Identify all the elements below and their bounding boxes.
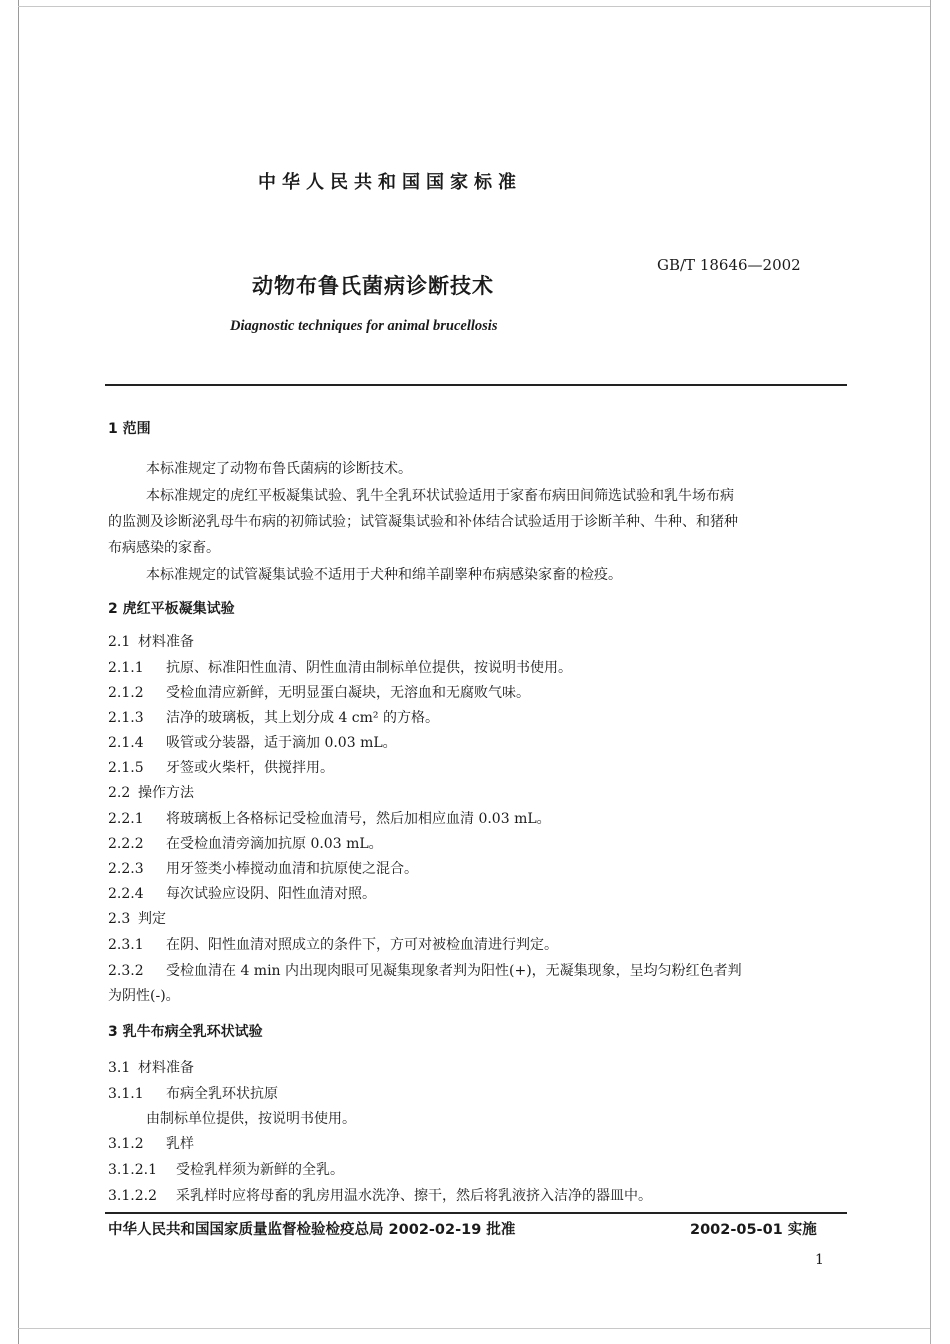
section-1-paragraph: 本标准规定的试管凝集试验不适用于犬种和绵羊副睾种布病感染家畜的检疫。 bbox=[146, 567, 622, 583]
section-1-heading: 1 范围 bbox=[108, 421, 151, 437]
clause-2-2-3 bbox=[108, 858, 418, 878]
clause-number: 3.1.2 bbox=[108, 1136, 144, 1152]
header-divider bbox=[105, 384, 847, 386]
scan-border-bottom bbox=[18, 1328, 930, 1329]
scan-border-top bbox=[18, 6, 930, 7]
clause-2-3-1 bbox=[108, 934, 558, 954]
section-1-paragraph: 布病感染的家畜。 bbox=[108, 540, 220, 556]
clause-number: 2.2.4 bbox=[108, 886, 144, 902]
section-1-paragraph: 本标准规定的虎红平板凝集试验、乳牛全乳环状试验适用于家畜布病田间筛选试验和乳牛场布病 bbox=[146, 488, 734, 504]
clause-text: 将玻璃板上各格标记受检血清号，然后加相应血清 0.03 mL。 bbox=[166, 811, 551, 827]
clause-text: 布病全乳环状抗原 bbox=[166, 1086, 278, 1102]
clause-text: 在阴、阳性血清对照成立的条件下，方可对被检血清进行判定。 bbox=[166, 937, 558, 953]
clause-number: 2.3 bbox=[108, 911, 131, 927]
clause-2-1-5 bbox=[108, 757, 334, 777]
clause-2-1-4 bbox=[108, 732, 397, 752]
clause-2-3 bbox=[108, 908, 166, 928]
clause-number: 2.2.2 bbox=[108, 836, 144, 852]
clause-number: 3.1 bbox=[108, 1060, 131, 1076]
document-title-zh: 动物布鲁氏菌病诊断技术 bbox=[252, 274, 494, 298]
clause-3-1-1-continuation: 由制标单位提供，按说明书使用。 bbox=[146, 1111, 356, 1127]
clause-text: 吸管或分装器，适于滴加 0.03 mL。 bbox=[166, 735, 397, 751]
clause-text: 抗原、标准阳性血清、阴性血清由制标单位提供，按说明书使用。 bbox=[166, 660, 572, 676]
clause-number: 2.2.3 bbox=[108, 861, 144, 877]
page-number: 1 bbox=[815, 1252, 824, 1268]
clause-2-1-3 bbox=[108, 707, 439, 727]
clause-number: 2.1.1 bbox=[108, 660, 144, 676]
clause-number: 3.1.2.1 bbox=[108, 1162, 157, 1178]
document-title-en: Diagnostic techniques for animal brucellosis bbox=[230, 318, 498, 334]
clause-number: 2.2 bbox=[108, 785, 131, 801]
clause-number: 2.1.2 bbox=[108, 685, 144, 701]
clause-2-2-4 bbox=[108, 883, 376, 903]
clause-text: 每次试验应设阴、阳性血清对照。 bbox=[166, 886, 376, 902]
standard-number: GB/T 18646—2002 bbox=[657, 256, 801, 274]
section-3-heading: 3 乳牛布病全乳环状试验 bbox=[108, 1024, 263, 1040]
clause-number: 2.1 bbox=[108, 634, 131, 650]
clause-text: 牙签或火柴杆，供搅拌用。 bbox=[166, 760, 334, 776]
scan-border-left bbox=[18, 0, 19, 1344]
clause-number: 3.1.1 bbox=[108, 1086, 144, 1102]
clause-2-2 bbox=[108, 782, 194, 802]
approval-statement: 中华人民共和国国家质量监督检验检疫总局 2002-02-19 批准 bbox=[108, 1222, 516, 1238]
clause-2-2-1 bbox=[108, 808, 551, 828]
section-1-paragraph: 的监测及诊断泌乳母牛布病的初筛试验；试管凝集试验和补体结合试验适用于诊断羊种、牛种、和猪种 bbox=[108, 514, 738, 530]
clause-text: 材料准备 bbox=[138, 1060, 194, 1076]
clause-number: 3.1.2.2 bbox=[108, 1188, 157, 1204]
clause-text: 操作方法 bbox=[138, 785, 194, 801]
clause-3-1-1 bbox=[108, 1083, 278, 1103]
clause-text: 受检血清应新鲜，无明显蛋白凝块，无溶血和无腐败气味。 bbox=[166, 685, 530, 701]
national-standard-heading: 中华人民共和国国家标准 bbox=[258, 172, 522, 193]
clause-3-1-2 bbox=[108, 1133, 194, 1153]
clause-2-1-2 bbox=[108, 682, 530, 702]
clause-text: 乳样 bbox=[166, 1136, 194, 1152]
implementation-date: 2002-05-01 实施 bbox=[690, 1222, 817, 1238]
footer-divider bbox=[105, 1212, 847, 1214]
section-1-paragraph: 本标准规定了动物布鲁氏菌病的诊断技术。 bbox=[146, 461, 412, 477]
clause-text: 受检血清在 4 min 内出现肉眼可见凝集现象者判为阳性(+)，无凝集现象，呈均匀粉红色者判 bbox=[166, 963, 742, 979]
clause-2-1 bbox=[108, 631, 194, 651]
clause-number: 2.1.3 bbox=[108, 710, 144, 726]
clause-text: 判定 bbox=[138, 911, 166, 927]
clause-number: 2.3.1 bbox=[108, 937, 144, 953]
clause-number: 2.3.2 bbox=[108, 963, 144, 979]
clause-2-3-2-continuation: 为阴性(-)。 bbox=[108, 988, 180, 1004]
clause-text: 材料准备 bbox=[138, 634, 194, 650]
clause-3-1-2-2 bbox=[108, 1185, 652, 1205]
scan-border-right bbox=[930, 0, 931, 1344]
clause-2-1-1 bbox=[108, 657, 572, 677]
clause-3-1 bbox=[108, 1057, 194, 1077]
clause-text: 采乳样时应将母畜的乳房用温水洗净、擦干，然后将乳液挤入洁净的器皿中。 bbox=[176, 1188, 652, 1204]
clause-number: 2.1.4 bbox=[108, 735, 144, 751]
clause-2-2-2 bbox=[108, 833, 383, 853]
clause-number: 2.1.5 bbox=[108, 760, 144, 776]
clause-text: 用牙签类小棒搅动血清和抗原使之混合。 bbox=[166, 861, 418, 877]
clause-3-1-2-1 bbox=[108, 1159, 344, 1179]
clause-text: 洁净的玻璃板，其上划分成 4 cm² 的方格。 bbox=[166, 710, 439, 726]
clause-number: 2.2.1 bbox=[108, 811, 144, 827]
clause-text: 在受检血清旁滴加抗原 0.03 mL。 bbox=[166, 836, 383, 852]
clause-text: 受检乳样须为新鲜的全乳。 bbox=[176, 1162, 344, 1178]
clause-2-3-2 bbox=[108, 960, 742, 980]
section-2-heading: 2 虎红平板凝集试验 bbox=[108, 601, 235, 617]
